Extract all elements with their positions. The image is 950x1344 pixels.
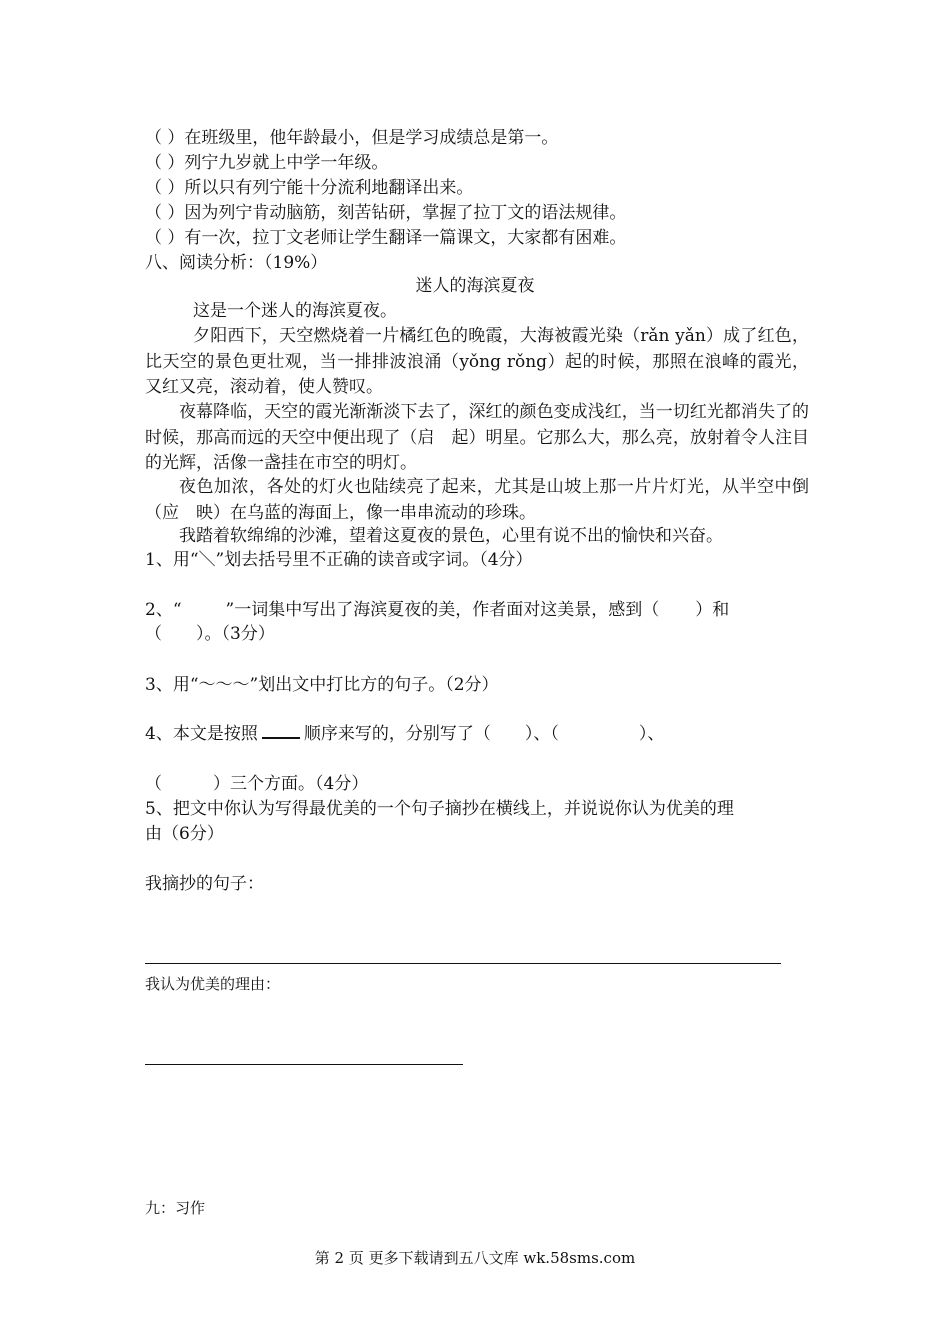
passage-paragraph-2: 夕阳西下，天空燃烧着一片橘红色的晚霞，大海被霞光染（rǎn yǎn）成了红色，比天空的景色更壮观，当一排排波浪涌（yǒng rǒng）起的时候，那照在浪峰的霞光，又红又亮，滚动着，使人赞叹。 xyxy=(145,326,809,397)
question-4-part-b: 顺序来写的，分别写了（ xyxy=(303,724,491,744)
question-1: 1、用“＼”划去括号里不正确的读音或字词。（4分） xyxy=(145,550,533,570)
question-4-part-c: ）、（ xyxy=(524,724,559,744)
question-5-line-1: 5、把文中你认为写得最优美的一个句子摘抄在横线上，并说说你认为优美的理 xyxy=(145,799,734,819)
passage-title: 迷人的海滨夏夜 xyxy=(415,276,535,296)
question-4-part-a: 4、本文是按照 xyxy=(145,724,258,744)
question-2-part-c: ）和 xyxy=(695,600,730,620)
order-item-4: （ ）因为列宁肯动脑筋，刻苦钻研，掌握了拉丁文的语法规律。 xyxy=(145,203,627,223)
order-blank[interactable] xyxy=(262,737,300,739)
reason-label: 我认为优美的理由： xyxy=(145,975,281,993)
question-4 xyxy=(145,722,664,746)
question-5-line-2: 由（6分） xyxy=(145,824,224,844)
section-8-heading: 八、阅读分析：（19%） xyxy=(145,253,328,273)
passage-paragraph-3: 夜幕降临，天空的霞光渐渐淡下去了，深红的颜色变成浅红，当一切红光都消失了的时候，那高而远的天空中便出现了（启 起）明星。它那么大，那么亮，放射着令人注目的光辉，活像一盏挂在市空的明灯。 xyxy=(145,402,809,473)
question-2-part-b: ”一词集中写出了海滨夏夜的美，作者面对这美景，感到（ xyxy=(225,600,660,620)
order-item-5: （ ）有一次，拉丁文老师让学生翻译一篇课文，大家都有困难。 xyxy=(145,228,627,248)
order-item-3: （ ）所以只有列宁能十分流利地翻译出来。 xyxy=(145,178,474,198)
question-2-part-a: 2、“ xyxy=(145,600,182,620)
question-2-line-2: （ ）。（3分） xyxy=(145,624,275,644)
question-4-line-2: （ ）三个方面。（4分） xyxy=(145,774,369,794)
section-9-heading: 九：习作 xyxy=(145,1199,206,1217)
passage-paragraph-1: 这是一个迷人的海滨夏夜。 xyxy=(193,301,397,321)
order-item-1: （ ）在班级里，他年龄最小，但是学习成绩总是第一。 xyxy=(145,128,559,148)
passage-paragraph-5: 我踏着软绵绵的沙滩，望着这夏夜的景色，心里有说不出的愉快和兴奋。 xyxy=(179,526,723,546)
question-4-part-d: ）、 xyxy=(638,724,665,744)
page-footer: 第 2 页 更多下载请到五八文库 wk.58sms.com xyxy=(314,1249,636,1267)
passage-paragraph-4: 夜色加浓，各处的灯火也陆续亮了起来，尤其是山坡上那一片片灯光，从半空中倒（应 映）在乌蓝的海面上，像一串串流动的珍珠。 xyxy=(145,477,809,523)
question-3: 3、用“～～～”划出文中打比方的句子。（2分） xyxy=(145,675,499,695)
order-item-2: （ ）列宁九岁就上中学一年级。 xyxy=(145,153,389,173)
copy-sentence-answer-line[interactable] xyxy=(145,963,781,964)
question-2 xyxy=(145,598,729,622)
reason-answer-line[interactable] xyxy=(145,1064,463,1065)
copy-sentence-label: 我摘抄的句子： xyxy=(145,874,264,894)
